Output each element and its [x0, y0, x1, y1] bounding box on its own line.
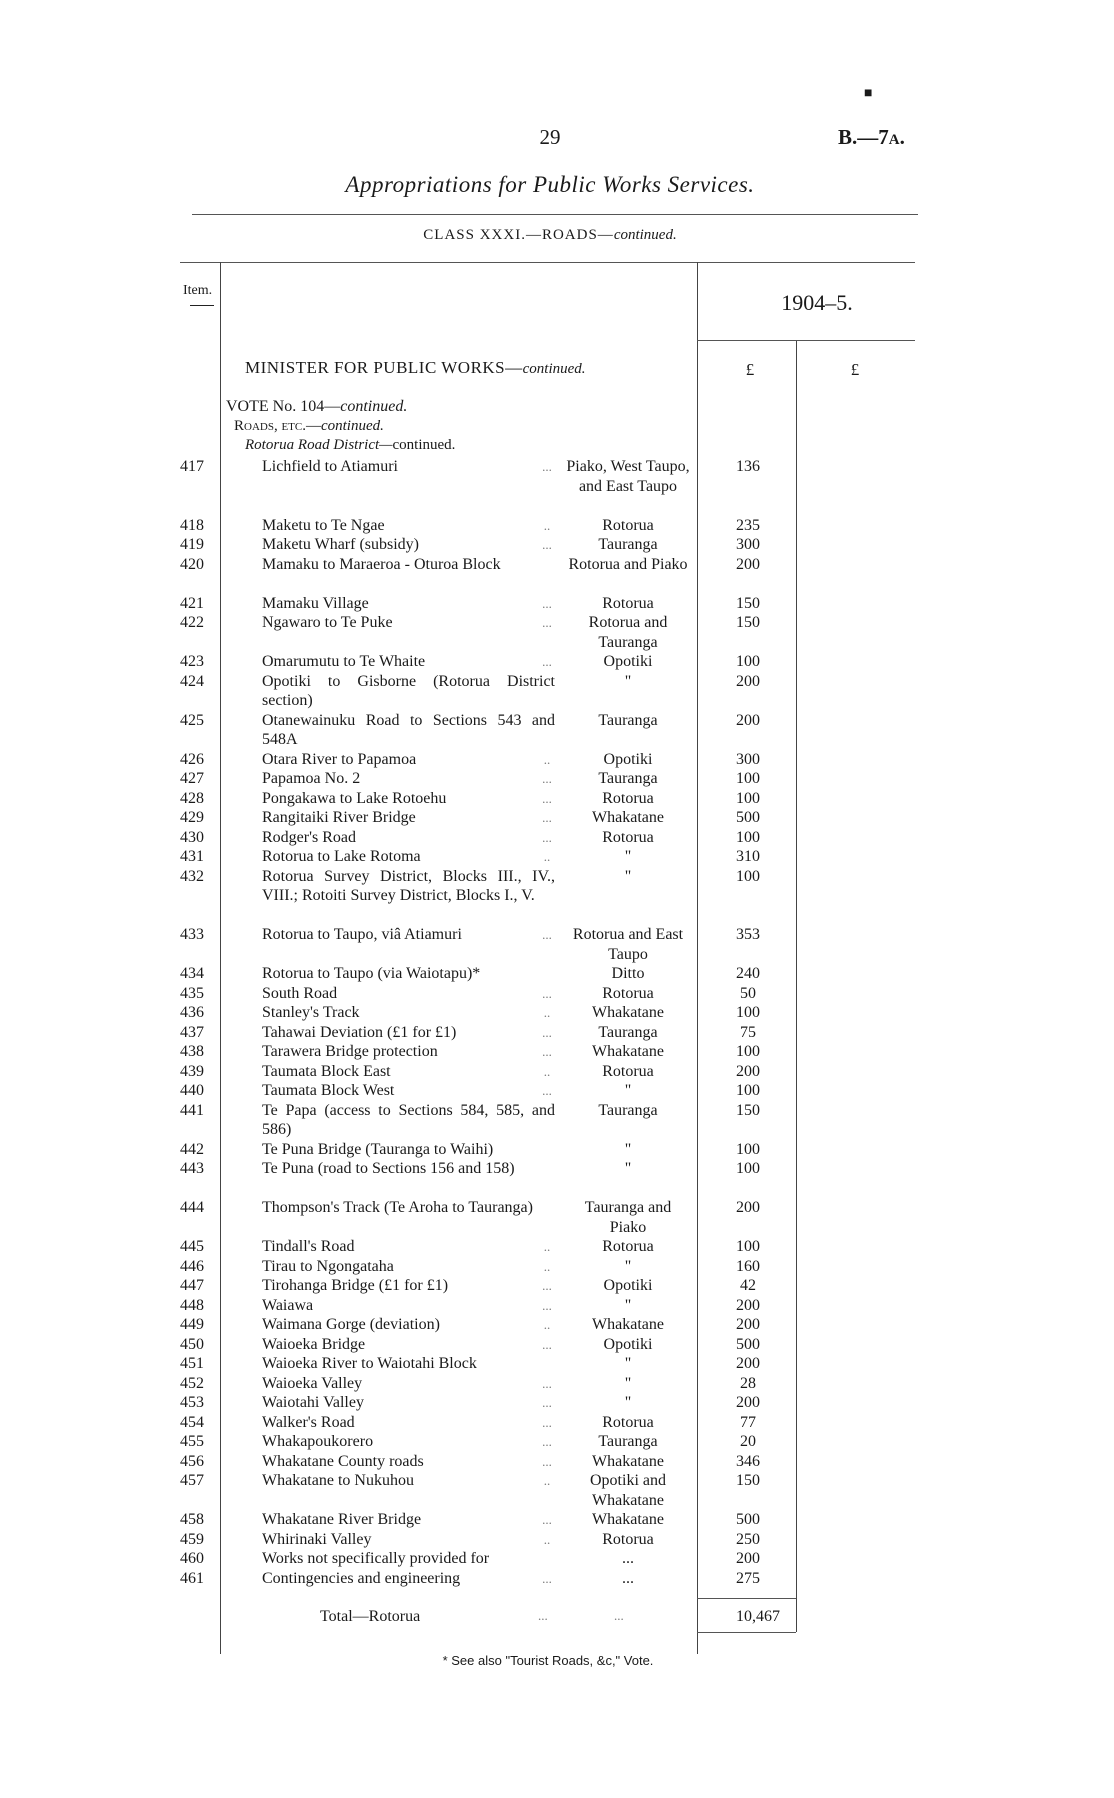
- amount-value: 100: [736, 789, 760, 807]
- district-name: Tauranga: [598, 1101, 658, 1119]
- amount-value: 200: [736, 1316, 760, 1333]
- item-number: 422: [180, 614, 204, 631]
- item-description: Taumata Block East: [262, 1062, 391, 1080]
- district-name: Tauranga: [598, 1023, 658, 1041]
- district-name: Rotorua: [602, 594, 654, 612]
- district-name: Whakatane: [592, 1511, 664, 1528]
- document-reference: [838, 125, 905, 150]
- column-divider-amount: [796, 340, 797, 1632]
- item-number: 432: [180, 867, 204, 885]
- item-number: 442: [180, 1140, 204, 1158]
- item-number: 446: [180, 1257, 204, 1275]
- item-description: Waimana Gorge (deviation): [262, 1316, 440, 1333]
- item-number: 425: [180, 711, 204, 729]
- amount-value: 100: [736, 1043, 760, 1060]
- item-description: Tarawera Bridge protection: [262, 1043, 438, 1060]
- item-number: 427: [180, 770, 204, 787]
- item-description: Thompson's Track (Te Aroha to Tauranga): [262, 1199, 533, 1216]
- rule-total-top: [697, 1598, 796, 1599]
- item-description: Maketu to Te Ngae: [262, 516, 385, 534]
- amount-value: 500: [736, 1511, 760, 1528]
- leader-dots: ..: [543, 1239, 551, 1254]
- roads-heading: [234, 418, 384, 435]
- item-description: Tirau to Ngongataha: [262, 1257, 394, 1275]
- item-description: Omarumutu to Te Whaite: [262, 653, 426, 670]
- district-name: ": [624, 1296, 632, 1314]
- leader-dots: ..: [543, 849, 551, 864]
- district-suffix: continued.: [392, 437, 456, 453]
- item-description: Otara River to Papamoa: [262, 750, 417, 768]
- leader-dots: ...: [542, 1375, 552, 1391]
- district-name: Opotiki and Whakatane: [590, 1472, 666, 1509]
- item-description: Te Puna Bridge (Tauranga to Waihi): [262, 1140, 494, 1158]
- leader-dots: ..: [543, 517, 551, 533]
- amount-value: 28: [740, 1374, 756, 1392]
- district-name: ": [624, 1374, 632, 1392]
- rule-top: [192, 214, 918, 215]
- district-name: Opotiki: [603, 1277, 653, 1294]
- item-number: 447: [180, 1277, 204, 1294]
- item-number: 448: [180, 1296, 204, 1314]
- district-name: Rotorua and East Taupo: [572, 926, 684, 963]
- item-number: 421: [180, 594, 204, 612]
- amount-value: 150: [736, 614, 760, 631]
- district-name: Opotiki: [603, 1335, 653, 1353]
- district-heading: [245, 437, 455, 454]
- page-title: Appropriations for Public Works Services.: [345, 172, 755, 197]
- total-dots-1: ...: [538, 1608, 548, 1623]
- item-description: Tahawai Deviation (£1 for £1): [262, 1023, 457, 1041]
- year-header: 1904–5.: [781, 290, 853, 315]
- district-name: ": [624, 848, 632, 865]
- district-prefix: Rotorua Road District—: [245, 437, 393, 453]
- amount-value: 100: [736, 1160, 760, 1177]
- amount-value: 75: [740, 1023, 756, 1041]
- rule-year: [697, 340, 915, 341]
- reference-main: B.—7: [838, 125, 889, 149]
- district-name: Rotorua: [602, 1530, 654, 1548]
- item-description: Waiawa: [262, 1296, 314, 1314]
- item-description: Maketu Wharf (subsidy): [262, 536, 419, 553]
- currency-header-1: £: [745, 360, 755, 379]
- amount-value: 200: [736, 1296, 760, 1314]
- item-description: Rangitaiki River Bridge: [262, 809, 416, 826]
- item-number: 439: [180, 1062, 204, 1080]
- leader-dots: ...: [542, 1024, 552, 1040]
- amount-value: 300: [736, 536, 760, 553]
- district-name: Rotorua: [602, 1413, 654, 1431]
- leader-dots: ..: [543, 1317, 551, 1332]
- item-description: Tirohanga Bridge (£1 for £1): [262, 1277, 449, 1294]
- item-number: 438: [180, 1043, 204, 1060]
- amount-value: 200: [736, 1062, 760, 1080]
- item-description: Walker's Road: [262, 1413, 355, 1431]
- district-name: ": [624, 672, 632, 690]
- leader-dots: ...: [542, 790, 552, 806]
- amount-value: 250: [736, 1530, 760, 1548]
- district-name: Rotorua: [602, 516, 654, 534]
- item-description: Rotorua Survey District, Blocks III., IV., VIII.; Rotoiti Survey District, Blocks I., V.: [262, 867, 555, 904]
- item-description: Whakatane River Bridge: [262, 1511, 422, 1528]
- amount-value: 100: [736, 1082, 760, 1099]
- leader-dots: ...: [542, 985, 552, 1001]
- amount-value: 42: [740, 1277, 756, 1294]
- leader-dots: ...: [542, 1395, 552, 1410]
- item-number: 434: [180, 965, 204, 982]
- amount-value: 100: [736, 653, 760, 670]
- leader-dots: ..: [543, 751, 551, 767]
- item-number: 461: [180, 1569, 204, 1587]
- leader-dots: ...: [542, 1453, 552, 1469]
- item-description: Waioeka River to Waiotahi Block: [262, 1355, 477, 1372]
- item-number: 453: [180, 1394, 204, 1411]
- amount-value: 310: [736, 848, 760, 865]
- item-description: Te Papa (access to Sections 584, 585, and 586): [262, 1101, 555, 1138]
- district-name: Whakatane: [592, 1452, 664, 1470]
- amount-value: 150: [736, 1472, 760, 1489]
- district-name: ": [624, 1082, 632, 1099]
- item-number: 429: [180, 809, 204, 826]
- total-dots-2: ...: [614, 1608, 624, 1623]
- district-name: Rotorua: [602, 1238, 654, 1255]
- leader-dots: ...: [542, 1297, 552, 1313]
- reference-end: .: [899, 125, 905, 149]
- leader-dots: ...: [542, 1044, 552, 1059]
- rule-total-bottom: [697, 1632, 796, 1633]
- district-name: ": [624, 867, 632, 885]
- total-label: Total—Rotorua: [320, 1608, 421, 1625]
- item-description: Taumata Block West: [262, 1082, 395, 1099]
- total-amount: 10,467: [736, 1608, 780, 1625]
- amount-value: 200: [736, 672, 760, 690]
- item-number: 456: [180, 1452, 204, 1470]
- leader-dots: ...: [542, 829, 552, 845]
- leader-dots: ...: [542, 927, 552, 942]
- leader-dots: ..: [543, 1258, 551, 1274]
- item-description: Works not specifically provided for: [262, 1550, 490, 1567]
- item-description: Otanewainuku Road to Sections 543 and 548A: [262, 711, 555, 748]
- amount-value: 100: [736, 1004, 760, 1021]
- district-name: ": [624, 1140, 632, 1158]
- class-suffix: continued.: [613, 227, 677, 243]
- amount-value: 200: [736, 555, 760, 573]
- vote-prefix: VOTE No. 104—: [226, 398, 341, 415]
- amount-value: 150: [736, 594, 760, 612]
- rule-header: [180, 262, 915, 263]
- item-description: Pongakawa to Lake Rotoehu: [262, 789, 447, 807]
- amount-value: 200: [736, 711, 760, 729]
- item-description: Rotorua to Taupo, viâ Atiamuri: [262, 926, 462, 943]
- district-name: Rotorua and Piako: [568, 555, 688, 573]
- amount-value: 200: [736, 1550, 760, 1567]
- amount-value: 353: [736, 926, 760, 943]
- item-number: 443: [180, 1160, 204, 1177]
- district-name: Whakatane: [592, 809, 664, 826]
- leader-dots: ...: [542, 1083, 552, 1098]
- amount-value: 300: [736, 750, 760, 768]
- amount-value: 100: [736, 828, 760, 846]
- item-description: Papamoa No. 2: [262, 770, 361, 787]
- item-description: South Road: [262, 984, 338, 1002]
- district-name: Tauranga and Piako: [584, 1199, 672, 1236]
- item-description: Opotiki to Gisborne (Rotorua District section): [262, 672, 555, 709]
- item-number: 455: [180, 1433, 204, 1450]
- item-number: 430: [180, 828, 204, 846]
- class-heading: [0, 227, 1100, 244]
- item-description: Whakatane County roads: [262, 1452, 424, 1470]
- item-description: Whirinaki Valley: [262, 1530, 372, 1548]
- district-name: Tauranga: [598, 1433, 658, 1450]
- item-number: 450: [180, 1335, 204, 1353]
- roads-prefix: Roads, etc.—: [234, 418, 321, 434]
- item-description: Contingencies and engineering: [262, 1569, 461, 1587]
- district-name: Rotorua: [602, 1062, 654, 1080]
- item-number: 419: [180, 536, 204, 553]
- item-number: 444: [180, 1199, 204, 1216]
- footnote: * See also "Tourist Roads, &c," Vote.: [442, 1653, 654, 1668]
- item-header-rule: [190, 305, 214, 306]
- district-name: ": [624, 1257, 632, 1275]
- amount-value: 100: [736, 1140, 760, 1158]
- amount-value: 346: [736, 1452, 760, 1470]
- amount-value: 500: [736, 1335, 760, 1353]
- leader-dots: ...: [542, 1414, 552, 1430]
- district-name: ": [624, 1160, 632, 1177]
- district-name: ...: [622, 1569, 634, 1587]
- leader-dots: ...: [542, 771, 552, 786]
- item-number: 451: [180, 1355, 204, 1372]
- reference-suffix: A: [888, 132, 900, 148]
- item-number: 457: [180, 1472, 204, 1489]
- item-description: Rotorua to Taupo (via Waiotapu)*: [262, 965, 481, 982]
- item-number: 454: [180, 1413, 204, 1431]
- leader-dots: ..: [543, 1005, 551, 1020]
- item-description: Ngawaro to Te Puke: [262, 614, 393, 631]
- leader-dots: ...: [542, 1278, 552, 1293]
- column-divider-item: [220, 262, 221, 1654]
- leader-dots: ..: [543, 1531, 551, 1547]
- item-description: Te Puna (road to Sections 156 and 158): [262, 1160, 515, 1177]
- amount-value: 160: [736, 1257, 760, 1275]
- district-name: Whakatane: [592, 1004, 664, 1021]
- leader-dots: ...: [542, 459, 552, 474]
- district-name: ": [624, 1355, 632, 1372]
- item-number: 424: [180, 672, 204, 690]
- vote-heading: [226, 398, 407, 416]
- currency-header-2: £: [850, 360, 860, 379]
- district-name: Piako, West Taupo, and East Taupo: [566, 458, 690, 495]
- amount-value: 100: [736, 867, 760, 885]
- amount-value: 20: [740, 1433, 756, 1450]
- item-number: 437: [180, 1023, 204, 1041]
- leader-dots: ...: [542, 595, 552, 611]
- amount-value: 150: [736, 1101, 760, 1119]
- item-description: Waioeka Valley: [262, 1374, 363, 1392]
- item-description: Rotorua to Lake Rotoma: [262, 848, 421, 865]
- district-name: Rotorua: [602, 789, 654, 807]
- district-name: Rotorua: [602, 984, 654, 1002]
- roads-suffix: continued.: [320, 418, 384, 434]
- item-number: 460: [180, 1550, 204, 1567]
- item-number: 440: [180, 1082, 204, 1099]
- leader-dots: ...: [542, 654, 552, 669]
- item-number: 417: [180, 458, 204, 475]
- item-description: Waiotahi Valley: [262, 1394, 364, 1411]
- district-name: Opotiki: [603, 750, 653, 768]
- district-name: Tauranga: [598, 711, 658, 729]
- district-name: Whakatane: [592, 1316, 664, 1333]
- minister-title: MINISTER FOR PUBLIC WORKS—: [245, 358, 523, 377]
- district-name: ...: [622, 1550, 634, 1567]
- item-number: 449: [180, 1316, 204, 1333]
- item-number: 431: [180, 848, 204, 865]
- leader-dots: ...: [542, 1570, 552, 1586]
- item-number: 436: [180, 1004, 204, 1021]
- corner-mark: ■: [864, 86, 873, 101]
- amount-value: 235: [736, 516, 760, 534]
- item-number: 445: [180, 1238, 204, 1255]
- page-number: 29: [539, 125, 561, 149]
- district-name: Rotorua and Tauranga: [588, 614, 668, 651]
- amount-value: 136: [736, 458, 760, 475]
- vote-suffix: continued.: [340, 398, 408, 415]
- item-description: Whakapoukorero: [262, 1433, 374, 1450]
- item-number: 420: [180, 555, 204, 573]
- item-description: Waioeka Bridge: [262, 1335, 366, 1353]
- minister-heading: [245, 358, 586, 378]
- item-number: 441: [180, 1101, 204, 1119]
- item-description: Rodger's Road: [262, 828, 356, 846]
- amount-value: 200: [736, 1199, 760, 1216]
- leader-dots: ...: [542, 537, 552, 552]
- item-number: 435: [180, 984, 204, 1002]
- item-number: 452: [180, 1374, 204, 1392]
- district-name: Ditto: [611, 965, 645, 982]
- district-name: Whakatane: [592, 1043, 664, 1060]
- district-name: Tauranga: [598, 536, 658, 553]
- district-name: Rotorua: [602, 828, 654, 846]
- district-name: Tauranga: [598, 770, 658, 787]
- leader-dots: ..: [543, 1473, 551, 1488]
- class-prefix: CLASS XXXI.—ROADS—: [423, 227, 614, 243]
- item-description: Whakatane to Nukuhou: [262, 1472, 414, 1489]
- district-name: Opotiki: [603, 653, 653, 670]
- amount-value: 77: [740, 1413, 756, 1431]
- amount-value: 100: [736, 1238, 760, 1255]
- amount-value: 200: [736, 1394, 760, 1411]
- amount-value: 275: [736, 1569, 760, 1587]
- amount-value: 100: [736, 770, 760, 787]
- amount-value: 500: [736, 809, 760, 826]
- item-number: 418: [180, 516, 204, 534]
- item-number: 426: [180, 750, 204, 768]
- leader-dots: ...: [542, 1512, 552, 1527]
- item-description: Stanley's Track: [262, 1004, 360, 1021]
- leader-dots: ..: [543, 1063, 551, 1079]
- leader-dots: ...: [542, 615, 552, 630]
- amount-value: 200: [736, 1355, 760, 1372]
- item-column-header: Item.: [183, 283, 213, 298]
- item-number: 428: [180, 789, 204, 807]
- item-description: Mamaku Village: [262, 594, 369, 612]
- item-number: 459: [180, 1530, 204, 1548]
- item-description: Lichfield to Atiamuri: [262, 458, 398, 475]
- leader-dots: ...: [542, 810, 552, 825]
- item-description: Mamaku to Maraeroa - Oturoa Block: [262, 555, 501, 573]
- column-divider-year: [697, 262, 698, 1654]
- minister-suffix: continued.: [522, 361, 586, 377]
- leader-dots: ...: [542, 1434, 552, 1449]
- amount-value: 240: [736, 965, 760, 982]
- amount-value: 50: [740, 984, 756, 1002]
- leader-dots: ...: [542, 1336, 552, 1352]
- item-number: 458: [180, 1511, 204, 1528]
- item-number: 433: [180, 926, 204, 943]
- item-number: 423: [180, 653, 204, 670]
- item-description: Tindall's Road: [262, 1238, 355, 1255]
- district-name: ": [624, 1394, 632, 1411]
